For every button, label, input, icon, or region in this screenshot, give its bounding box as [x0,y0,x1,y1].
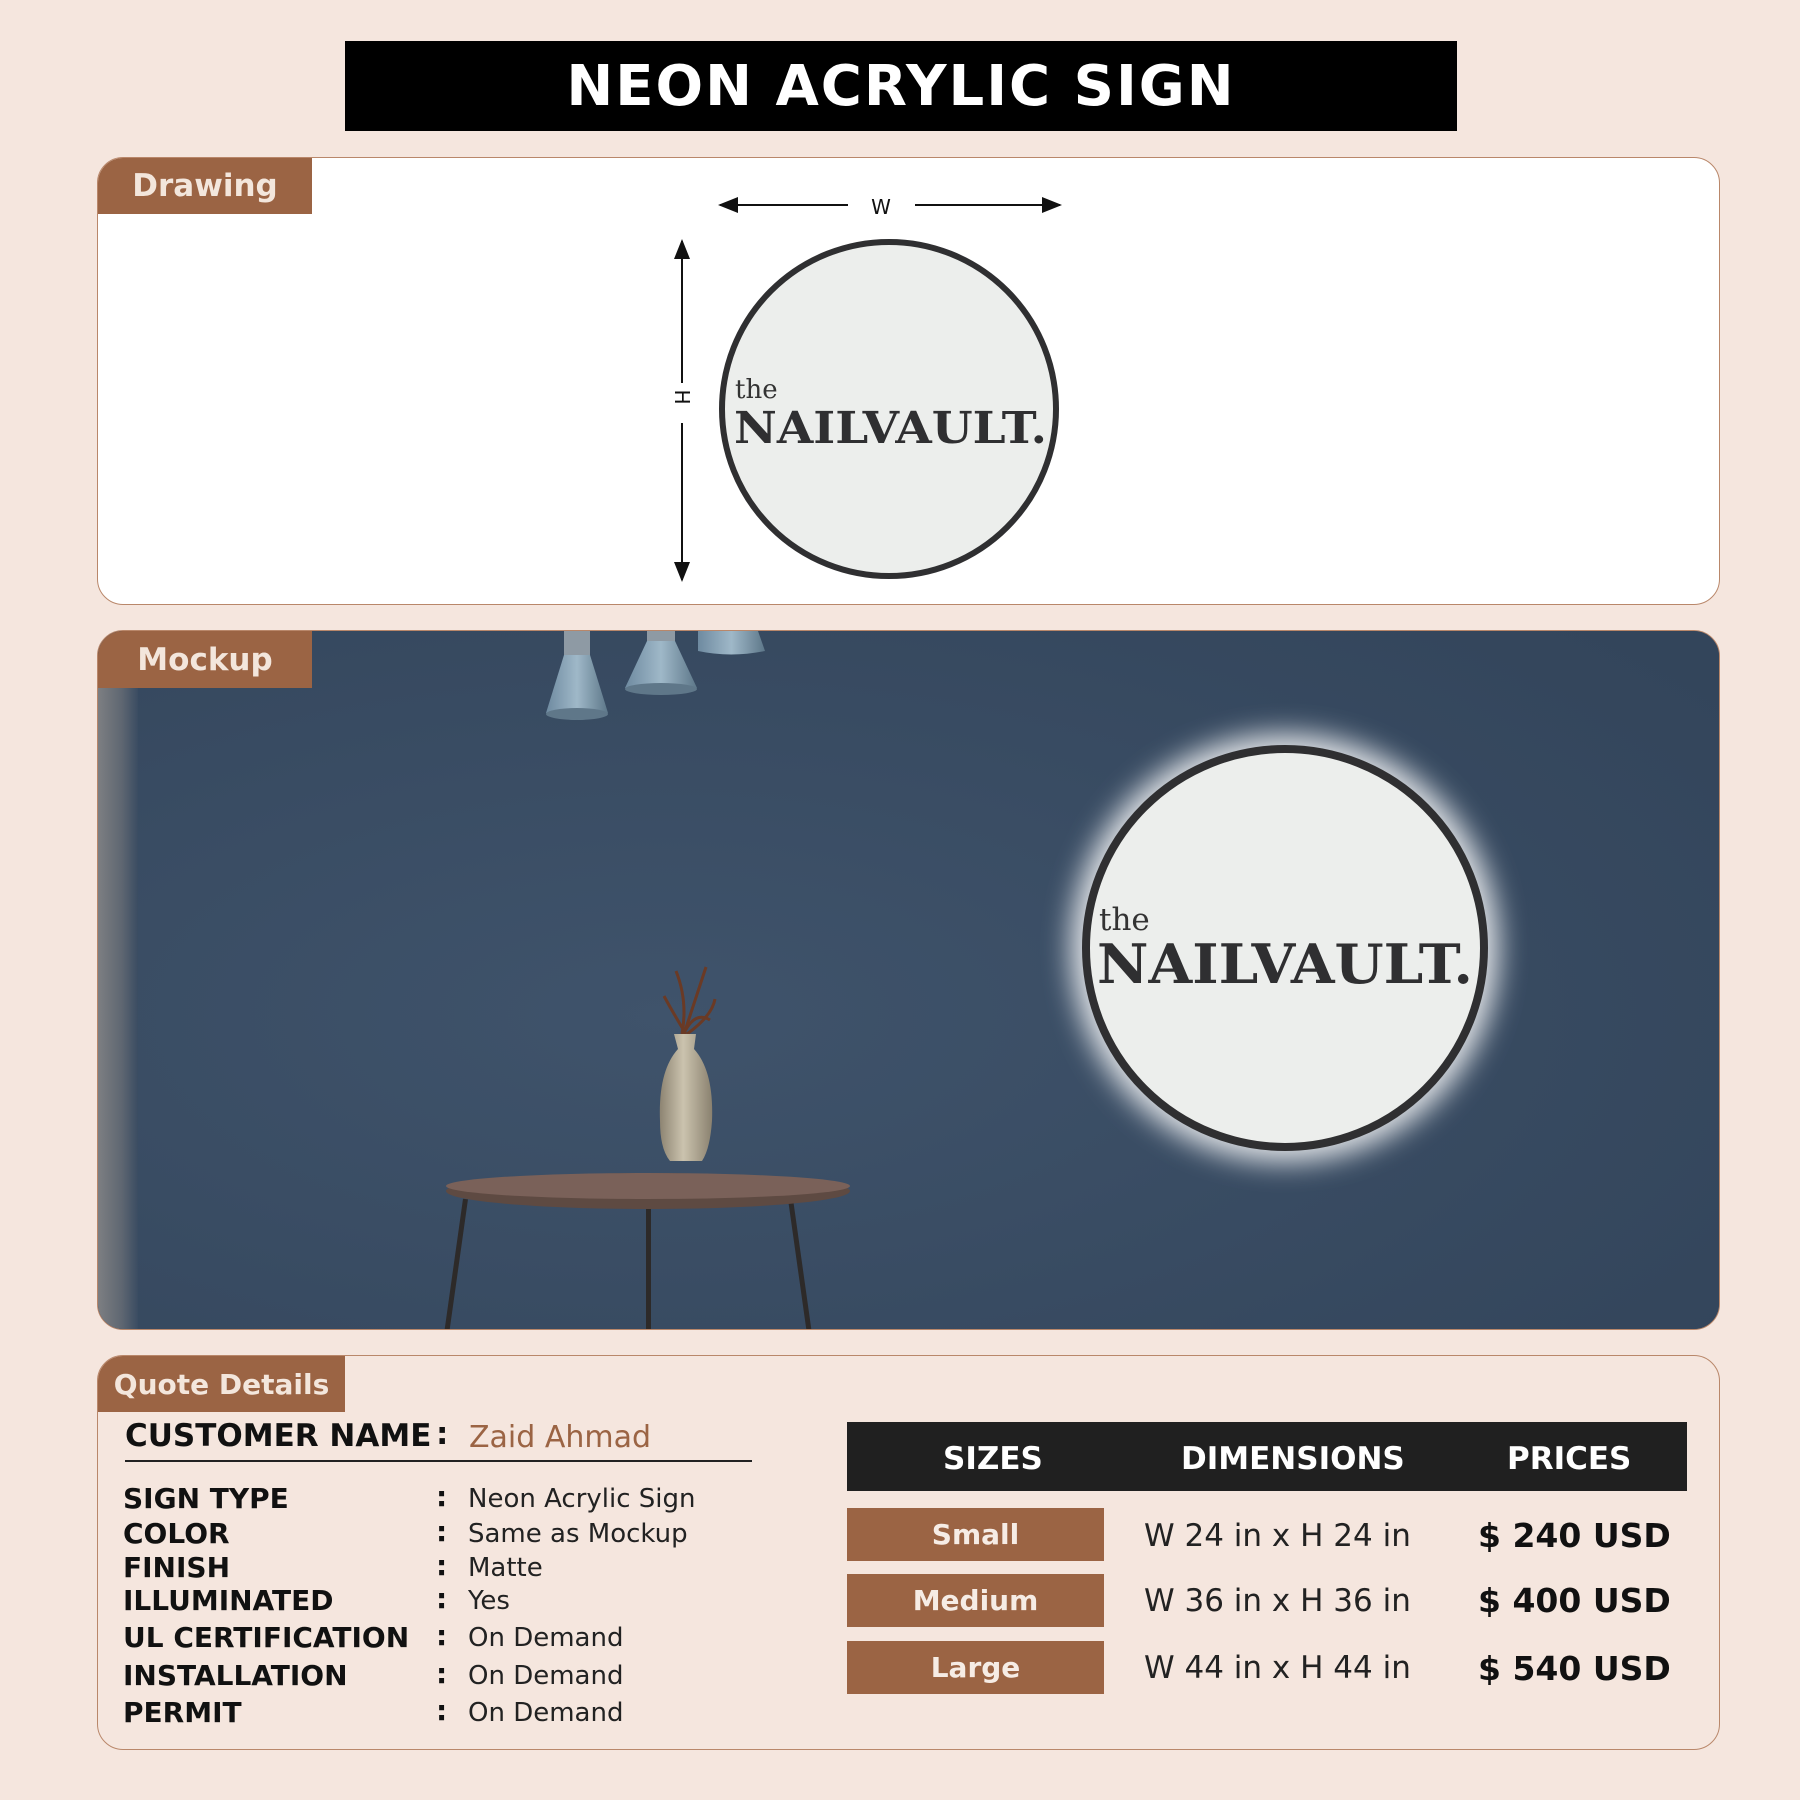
detail-row-color [123,1517,743,1551]
size-small-button[interactable]: Small [847,1508,1104,1561]
detail-colon: : [436,1694,448,1727]
detail-value: Neon Acrylic Sign [468,1484,696,1514]
detail-value: Same as Mockup [468,1519,688,1549]
sign-small-text: the [735,375,778,405]
price-small: $ 240 USD [1478,1516,1671,1555]
detail-label: COLOR [123,1517,230,1550]
detail-row-sign-type [123,1482,743,1516]
size-large-button[interactable]: Large [847,1641,1104,1694]
detail-colon: : [436,1619,448,1652]
header-sizes: SIZES [943,1441,1043,1477]
sign-mockup [1071,734,1499,1162]
mockup-sign-small-text: the [1099,902,1150,938]
price-table-header [847,1422,1687,1491]
price-medium: $ 400 USD [1478,1581,1671,1620]
header-prices: PRICES [1507,1441,1632,1477]
detail-value: On Demand [468,1623,624,1653]
detail-colon: : [436,1549,448,1582]
customer-name-value: Zaid Ahmad [469,1420,652,1455]
detail-label: FINISH [123,1551,230,1584]
customer-name-colon: : [436,1416,449,1452]
detail-value: Matte [468,1553,543,1583]
detail-label: ILLUMINATED [123,1584,334,1617]
detail-value: On Demand [468,1661,624,1691]
mockup-sign-main-text: NAILVAULT. [1097,932,1473,996]
height-label: H [670,389,694,405]
size-medium-button[interactable]: Medium [847,1574,1104,1627]
drawing-tab: Drawing [98,158,312,214]
header-dimensions: DIMENSIONS [1181,1441,1405,1477]
detail-colon: : [436,1657,448,1690]
wall-pillar [98,688,138,1330]
sign-main-text: NAILVAULT. [734,403,1047,454]
detail-row-finish [123,1551,743,1585]
sign-drawing [98,158,1720,605]
dimensions-large: W 44 in x H 44 in [1144,1650,1411,1686]
mockup-scene [98,631,1720,1330]
detail-value: Yes [468,1586,510,1616]
detail-label: PERMIT [123,1696,242,1729]
mockup-panel [97,630,1720,1330]
price-large: $ 540 USD [1478,1649,1671,1688]
detail-row-ul-certification [123,1621,743,1655]
dimensions-medium: W 36 in x H 36 in [1144,1583,1411,1619]
dimensions-small: W 24 in x H 24 in [1144,1518,1411,1554]
detail-colon: : [436,1480,448,1513]
drawing-panel [97,157,1720,605]
detail-value: On Demand [468,1698,624,1728]
page-title: NEON ACRYLIC SIGN [345,41,1457,131]
quote-details-panel [97,1355,1720,1750]
customer-name-underline [125,1460,752,1462]
detail-row-illuminated [123,1584,743,1618]
detail-label: SIGN TYPE [123,1482,289,1515]
detail-label: UL CERTIFICATION [123,1621,410,1654]
detail-row-permit [123,1696,743,1730]
detail-row-installation [123,1659,743,1693]
detail-colon: : [436,1515,448,1548]
customer-name-label: CUSTOMER NAME [125,1418,432,1454]
detail-colon: : [436,1582,448,1615]
detail-label: INSTALLATION [123,1659,348,1692]
quote-details-tab: Quote Details [98,1356,345,1412]
width-label: W [871,195,891,219]
mockup-tab: Mockup [98,631,312,688]
